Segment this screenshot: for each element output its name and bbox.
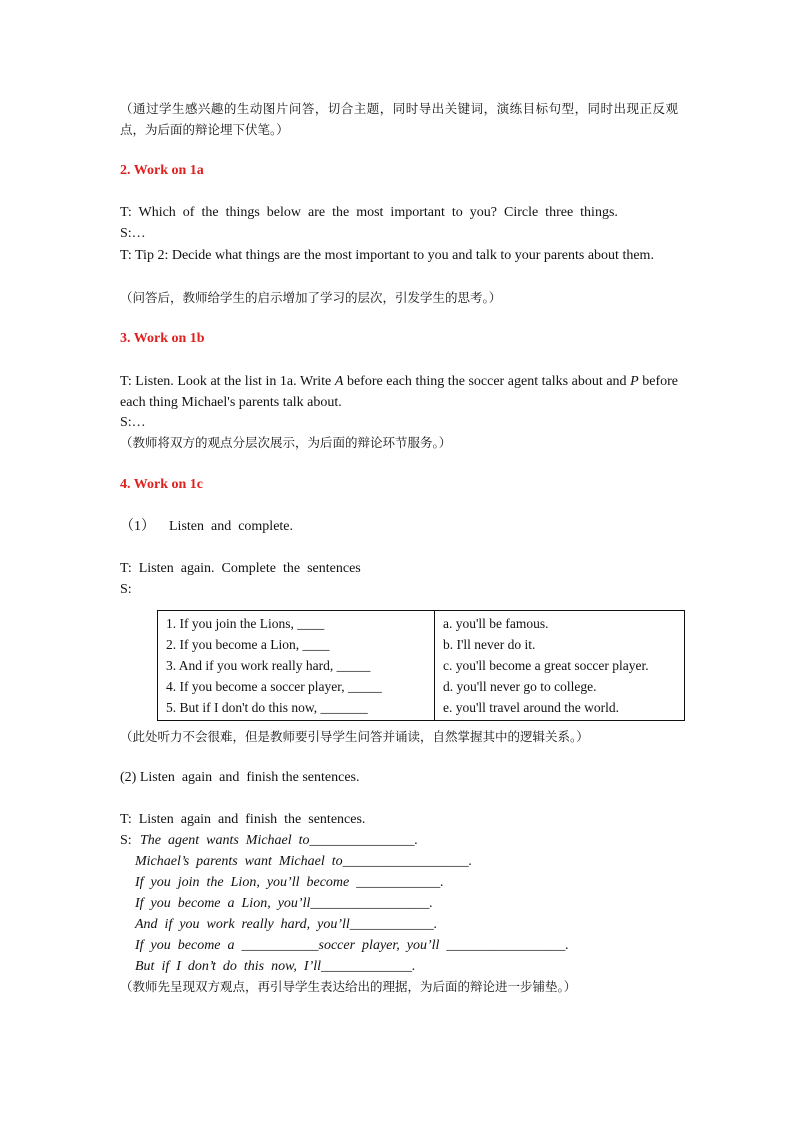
fill-sentence-4: If you become a Lion, you’ll_________________. — [135, 896, 433, 911]
section-3-student-answer: S:… — [120, 415, 146, 430]
section-3-teacher-instruction — [120, 371, 678, 413]
section-4-subheading-2: (2) Listen again and finish the sentences. — [120, 770, 360, 785]
table-row — [158, 611, 685, 721]
clause-1: 1. If you join the Lions, ____ — [166, 616, 325, 631]
matching-table — [157, 610, 685, 721]
section-4-note-1: （此处听力不会很难，但是教师要引导学生问答并诵读，自然掌握其中的逻辑关系。） — [120, 729, 589, 744]
fill-sentence-5: And if you work really hard, you’ll____________. — [135, 917, 438, 932]
student-prefix: S: — [120, 833, 136, 848]
fill-sentence-3: If you join the Lion, you’ll become ____________. — [135, 875, 444, 890]
clause-3: 3. And if you work really hard, _____ — [166, 658, 371, 673]
fill-sentence-7: But if I don’t do this now, I’ll_____________. — [135, 959, 416, 974]
clause-5: 5. But if I don't do this now, _______ — [166, 700, 368, 715]
intro-note: （通过学生感兴趣的生动图片问答，切合主题，同时导出关键词，演练目标句型，同时出现正反观点，为后面的辩论埋下伏笔。） — [120, 101, 678, 137]
fill-sentence-2: Michael’s parents want Michael to__________________. — [135, 854, 473, 869]
section-2-note: （问答后，教师给学生的启示增加了学习的层次，引发学生的思考。） — [120, 290, 502, 305]
result-column — [435, 611, 685, 721]
section-4-student-label: S: — [120, 582, 132, 597]
result-d: d. you'll never go to college. — [443, 679, 597, 694]
clause-column — [158, 611, 435, 721]
instruction-part-3: before each thing Michael's parents talk about. — [120, 374, 678, 410]
result-a: a. you'll be famous. — [443, 616, 549, 631]
result-e: e. you'll travel around the world. — [443, 700, 620, 715]
section-4-heading: 4. Work on 1c — [120, 477, 203, 492]
section-4-note-2: （教师先呈现双方观点，再引导学生表达给出的理据，为后面的辩论进一步铺垫。） — [120, 979, 577, 994]
section-4-subheading-1: （1） Listen and complete. — [120, 519, 294, 534]
fill-sentence-1: The agent wants Michael to_______________. — [140, 833, 419, 848]
section-2-tip: T: Tip 2: Decide what things are the most important to you and talk to your parents about them. — [120, 248, 654, 263]
instruction-part-2: before each thing the soccer agent talks about and — [343, 374, 631, 389]
fill-sentence-6: If you become a ___________soccer player, you’ll _________________. — [135, 938, 569, 953]
result-b: b. I'll never do it. — [443, 637, 536, 652]
result-c: c. you'll become a great soccer player. — [443, 658, 649, 673]
section-2-student-answer: S:… — [120, 226, 146, 241]
clause-2: 2. If you become a Lion, ____ — [166, 637, 330, 652]
instruction-part-1: T: Listen. Look at the list in 1a. Write — [120, 374, 335, 389]
clause-4: 4. If you become a soccer player, _____ — [166, 679, 382, 694]
section-3-heading: 3. Work on 1b — [120, 331, 205, 346]
section-4-teacher-line-2: T: Listen again and finish the sentences. — [120, 812, 366, 827]
section-2-heading: 2. Work on 1a — [120, 163, 204, 178]
mark-a: A — [334, 374, 344, 389]
mark-p: P — [630, 374, 639, 389]
section-4-teacher-line: T: Listen again. Complete the sentences — [120, 561, 361, 576]
section-3-note: （教师将双方的观点分层次展示，为后面的辩论环节服务。） — [120, 435, 452, 450]
section-2-teacher-question: T: Which of the things below are the most important to you? Circle three things. — [120, 205, 618, 220]
